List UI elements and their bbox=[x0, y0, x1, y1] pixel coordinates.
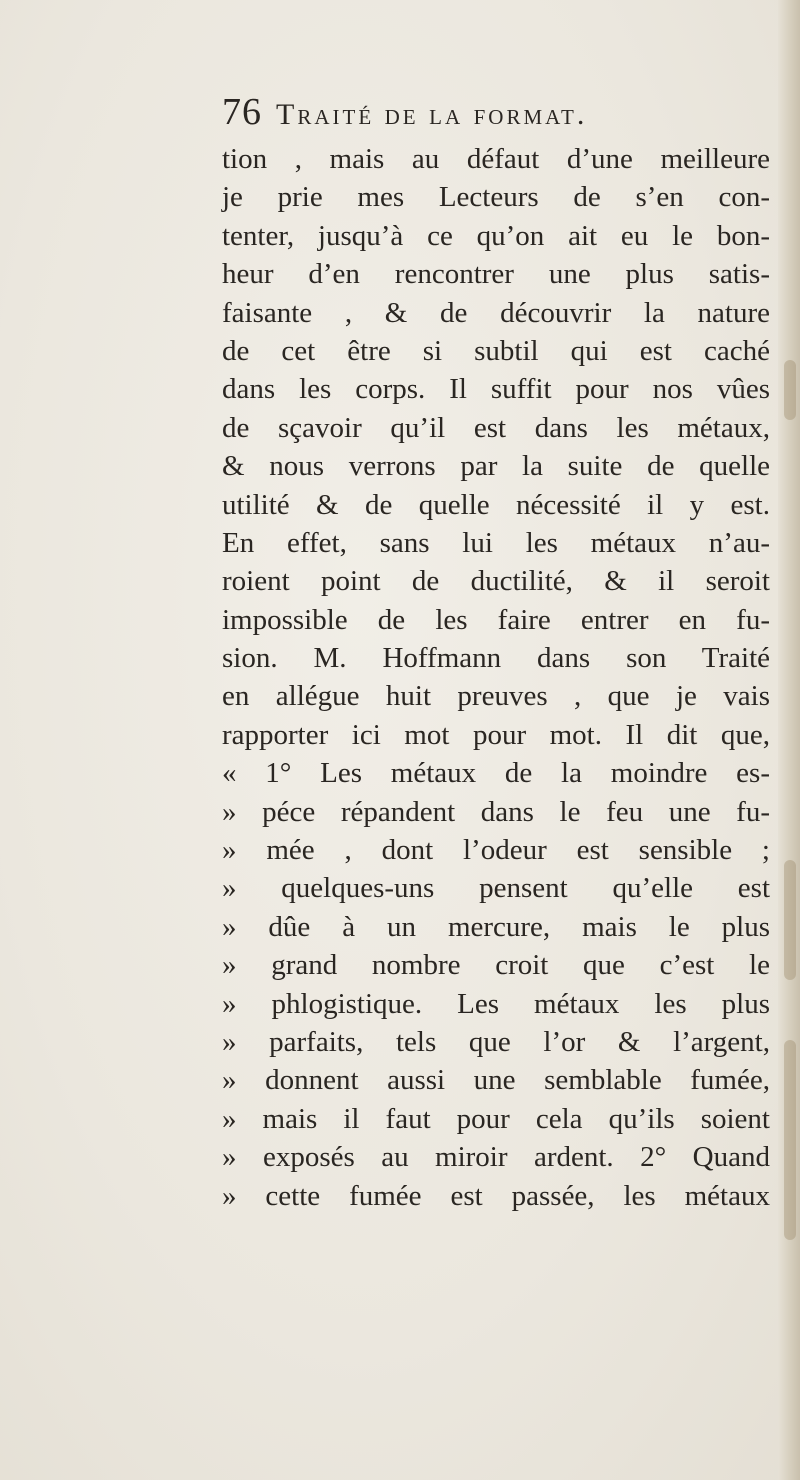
text-line: utilité & de quelle nécessité il y est. bbox=[222, 488, 770, 521]
quoted-line: » mée , dont l’odeur est sensible ; bbox=[222, 834, 770, 867]
text-line: En effet, sans lui les métaux n’au- bbox=[222, 526, 770, 559]
text-line: faisante , & de découvrir la nature bbox=[222, 296, 770, 329]
quoted-line: » dûe à un mercure, mais le plus bbox=[222, 910, 770, 943]
edge-stain bbox=[784, 1040, 796, 1240]
text-line: de cet être si subtil qui est caché bbox=[222, 334, 770, 367]
text-line: de sçavoir qu’il est dans les métaux, bbox=[222, 411, 770, 444]
quoted-line: » donnent aussi une semblable fumée, bbox=[222, 1064, 770, 1097]
quoted-line: » phlogistique. Les métaux les plus bbox=[222, 987, 770, 1020]
text-line: rapporter ici mot pour mot. Il dit que, bbox=[222, 718, 770, 751]
body-text bbox=[222, 140, 770, 1215]
quoted-line: » cette fumée est passée, les métaux bbox=[222, 1179, 770, 1212]
page-edge bbox=[778, 0, 800, 1480]
text-line: en allégue huit preuves , que je vais bbox=[222, 680, 770, 713]
text-line: sion. M. Hoffmann dans son Traité bbox=[222, 642, 770, 675]
text-line: je prie mes Lecteurs de s’en con- bbox=[222, 181, 770, 214]
quoted-line: » parfaits, tels que l’or & l’argent, bbox=[222, 1025, 770, 1058]
text-line: dans les corps. Il suffit pour nos vûes bbox=[222, 373, 770, 406]
text-line: roient point de ductilité, & il seroit bbox=[222, 565, 770, 598]
text-line: tenter, jusqu’à ce qu’on ait eu le bon- bbox=[222, 219, 770, 252]
quoted-line: » grand nombre croit que c’est le bbox=[222, 949, 770, 982]
quoted-line: » péce répandent dans le feu une fu- bbox=[222, 795, 770, 828]
text-line: & nous verrons par la suite de quelle bbox=[222, 450, 770, 483]
text-line: heur d’en rencontrer une plus satis- bbox=[222, 258, 770, 291]
quoted-line: » mais il faut pour cela qu’ils soient bbox=[222, 1102, 770, 1135]
quoted-line: » quelques-uns pensent qu’elle est bbox=[222, 872, 770, 905]
page-number: 76 bbox=[222, 91, 262, 133]
running-title: Traité de la format. bbox=[276, 98, 588, 131]
page-header bbox=[222, 90, 762, 140]
edge-stain bbox=[784, 360, 796, 420]
quoted-line: » exposés au miroir ardent. 2° Quand bbox=[222, 1141, 770, 1174]
text-line: tion , mais au défaut d’une meilleure bbox=[222, 143, 770, 175]
edge-stain bbox=[784, 860, 796, 980]
text-line: impossible de les faire entrer en fu- bbox=[222, 603, 770, 636]
quoted-line: « 1° Les métaux de la moindre es- bbox=[222, 757, 770, 790]
